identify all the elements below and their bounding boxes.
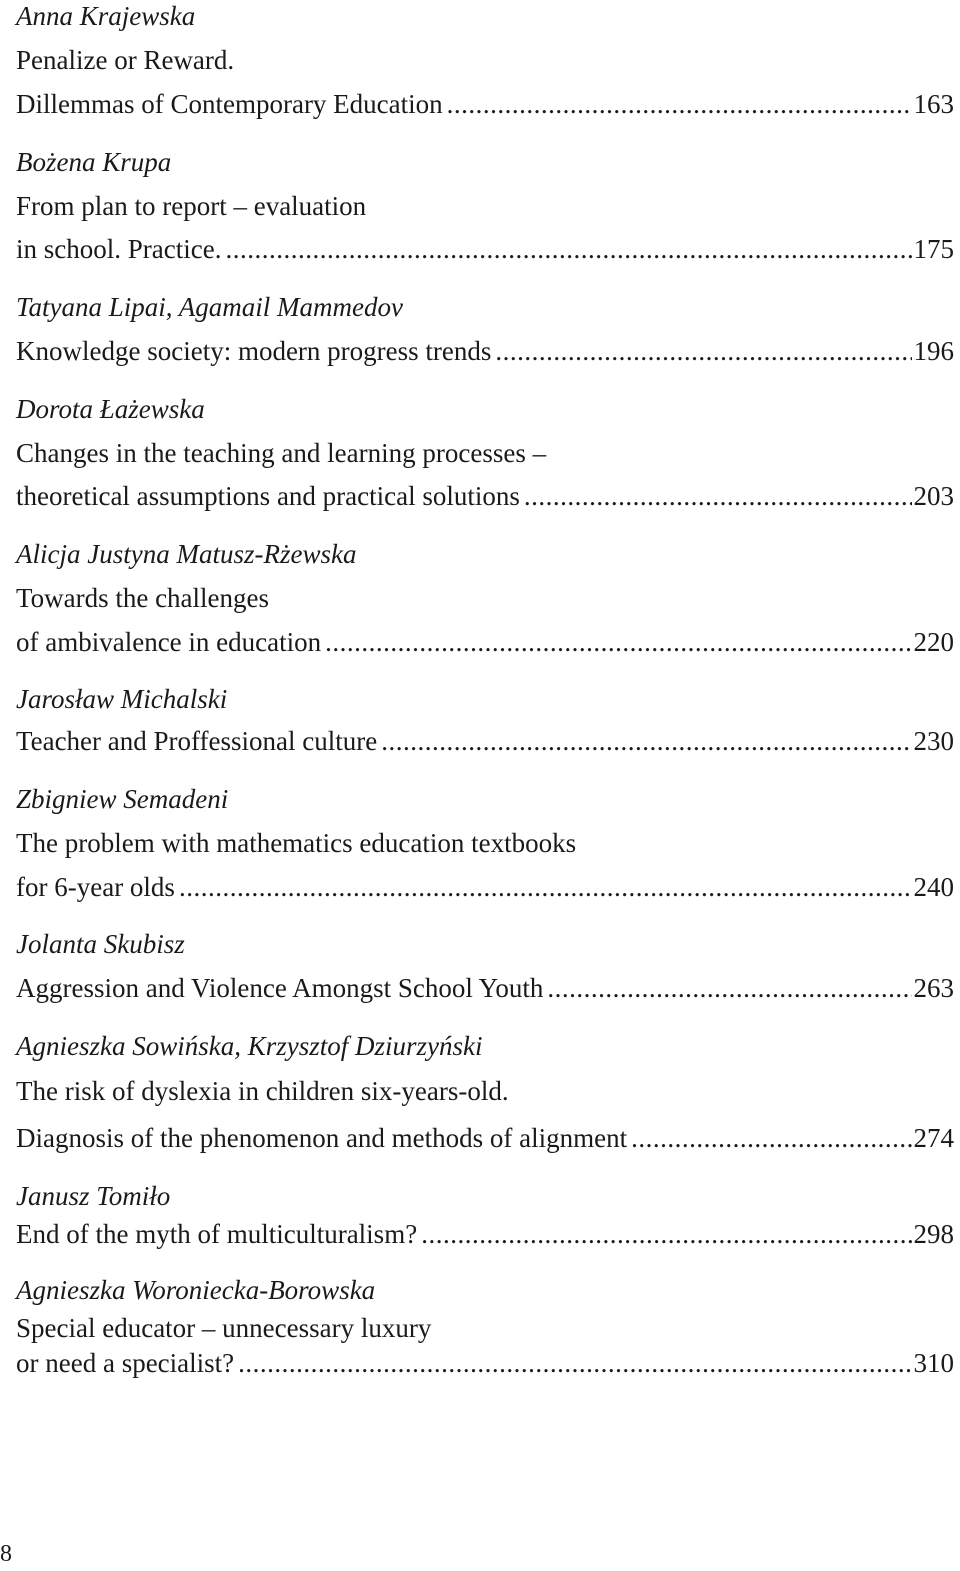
dot-leader: [447, 88, 912, 120]
toc-author: Agnieszka Woroniecka-Borowska: [16, 1275, 376, 1305]
toc-title-line: Changes in the teaching and learning processes –: [16, 438, 547, 468]
toc-title-line: Dillemmas of Contemporary Education: [16, 89, 443, 119]
toc-entry-last-line: [16, 233, 954, 265]
dot-leader: [631, 1122, 911, 1154]
toc-title-line: Towards the challenges: [16, 583, 270, 613]
toc-entry-last-line: [16, 88, 954, 120]
toc-title-line: End of the myth of multiculturalism?: [16, 1219, 418, 1249]
dot-leader: [547, 972, 911, 1004]
toc-page-number: 203: [913, 481, 954, 511]
toc-title-line: or need a specialist?: [16, 1348, 235, 1378]
toc-page-number: 298: [913, 1219, 954, 1249]
toc-entry-last-line: [16, 1218, 954, 1250]
page-number: 8: [0, 1541, 12, 1567]
dot-leader: [524, 480, 912, 512]
toc-page-number: 163: [913, 89, 954, 119]
toc-author: Bożena Krupa: [16, 147, 172, 177]
toc-page-number: 220: [913, 627, 954, 657]
toc-entry-last-line: [16, 335, 954, 367]
toc-author: Dorota Łażewska: [16, 394, 205, 424]
toc-title-line: The risk of dyslexia in children six-years-old.: [16, 1076, 509, 1106]
toc-title-line: Special educator – unnecessary luxury: [16, 1313, 432, 1343]
dot-leader: [225, 233, 911, 265]
toc-title-line: Teacher and Proffessional culture: [16, 726, 378, 756]
toc-author: Jarosław Michalski: [16, 684, 228, 714]
toc-entry-last-line: [16, 871, 954, 903]
toc-author: Anna Krajewska: [16, 1, 196, 31]
toc-title-line: of ambivalence in education: [16, 627, 322, 657]
toc-page-number: 274: [913, 1123, 954, 1153]
toc-author: Tatyana Lipai, Agamail Mammedov: [16, 292, 404, 322]
toc-author: Janusz Tomiło: [16, 1181, 171, 1211]
toc-entry-last-line: [16, 972, 954, 1004]
toc-author: Jolanta Skubisz: [16, 929, 185, 959]
dot-leader: [381, 725, 911, 757]
toc-page-number: 196: [913, 336, 954, 366]
toc-author: Agnieszka Sowińska, Krzysztof Dziurzyński: [16, 1031, 483, 1061]
toc-page-number: 310: [913, 1348, 954, 1378]
toc-entry-last-line: [16, 1122, 954, 1154]
toc-title-line: From plan to report – evaluation: [16, 191, 367, 221]
toc-entry-last-line: [16, 626, 954, 658]
toc-title-line: Aggression and Violence Amongst School Youth: [16, 973, 544, 1003]
dot-leader: [179, 871, 912, 903]
dot-leader: [421, 1218, 911, 1250]
toc-page-number: 175: [913, 234, 954, 264]
toc-page-number: 240: [913, 872, 954, 902]
toc-title-line: in school. Practice.: [16, 234, 222, 264]
dot-leader: [495, 335, 911, 367]
toc-title-line: Penalize or Reward.: [16, 45, 235, 75]
toc-title-line: theoretical assumptions and practical solutions: [16, 481, 520, 511]
toc-entry-last-line: [16, 725, 954, 757]
toc-title-line: Diagnosis of the phenomenon and methods of alignment: [16, 1123, 628, 1153]
toc-page-number: 263: [913, 973, 954, 1003]
dot-leader: [325, 626, 911, 658]
toc-author: Alicja Justyna Matusz-Rżewska: [16, 539, 357, 569]
toc-page-number: 230: [913, 726, 954, 756]
toc-title-line: for 6-year olds: [16, 872, 175, 902]
toc-entry-last-line: [16, 1347, 954, 1379]
dot-leader: [238, 1347, 911, 1379]
toc-title-line: Knowledge society: modern progress trends: [16, 336, 492, 366]
toc-title-line: The problem with mathematics education textbooks: [16, 828, 577, 858]
toc-entry-last-line: [16, 480, 954, 512]
toc-author: Zbigniew Semadeni: [16, 784, 229, 814]
